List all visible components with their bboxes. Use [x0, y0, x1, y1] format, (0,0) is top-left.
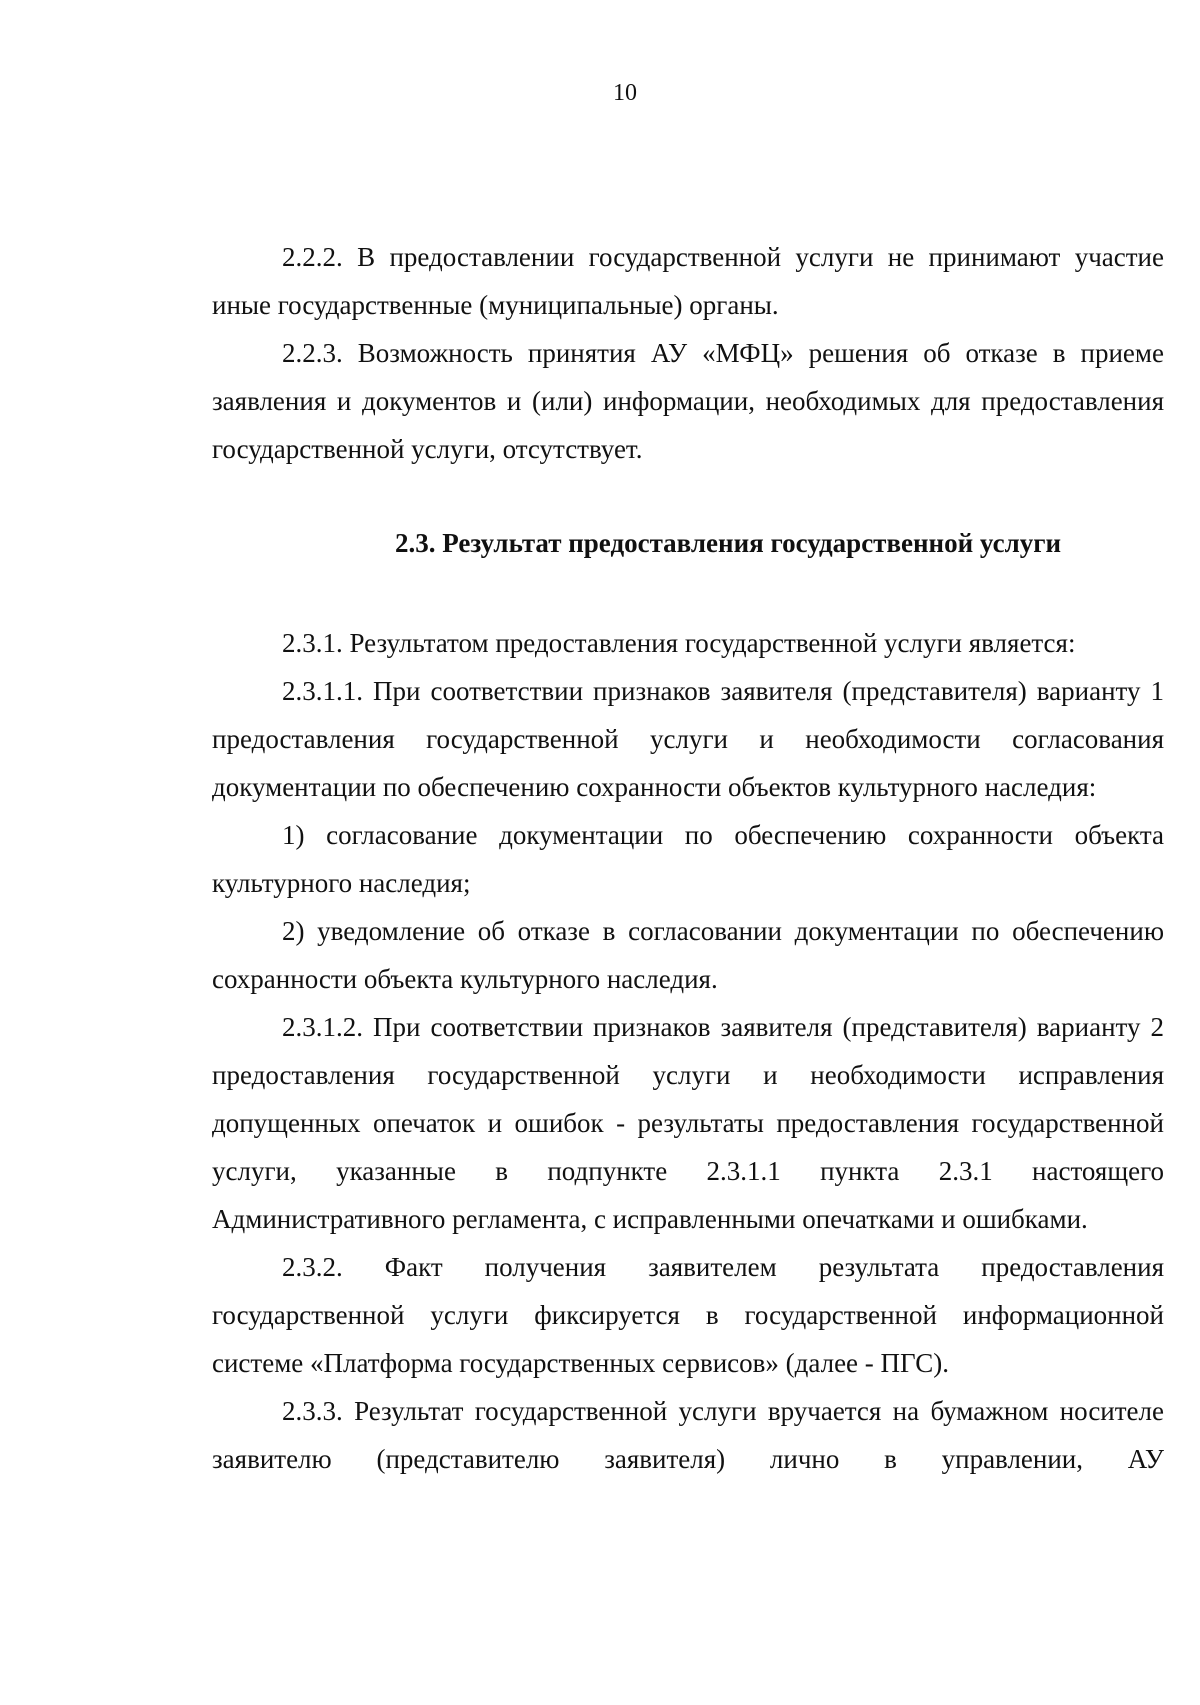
paragraph-2-3-3: 2.3.3. Результат государственной услуги вручается на бумажном носителе заявителю (представителю заявителя) лично в управлении, АУ [212, 1396, 1164, 1474]
paragraph-2-3-2: 2.3.2. Факт получения заявителем результата предоставления государственной услуги фиксируется в государственной информационной системе «Платформа государственных сервисов» (далее - ПГС). [212, 1252, 1164, 1378]
section-heading: 2.3. Результат предоставления государственной услуги [394, 528, 1062, 558]
paragraph-2-3-1-2: 2.3.1.2. При соответствии признаков заявителя (представителя) варианту 2 предоставления государственной услуги и необходимости исправления допущенных опечаток и ошибок - результаты предоставления государственной услуги, указанные в подпункте 2.3.1.1 пункта 2.3.1 настоящего Административного регламента, с исправленными опечатками и ошибками. [212, 1012, 1164, 1234]
list-item-2: 2) уведомление об отказе в согласовании документации по обеспечению сохранности объекта культурного наследия. [212, 916, 1164, 994]
list-item-1: 1) согласование документации по обеспечению сохранности объекта культурного наследия; [212, 820, 1164, 898]
spacer [212, 567, 1164, 619]
document-body [212, 233, 1164, 1483]
spacer [212, 473, 1164, 519]
page-number: 10 [613, 80, 637, 106]
paragraph-2-2-2: 2.2.2. В предоставлении государственной услуги не принимают участие иные государственные (муниципальные) органы. [212, 242, 1164, 320]
paragraph-2-2-3: 2.2.3. Возможность принятия АУ «МФЦ» решения об отказе в приеме заявления и документов и (или) информации, необходимых для предоставления государственной услуги, отсутствует. [212, 338, 1164, 464]
paragraph-2-3-1: 2.3.1. Результатом предоставления государственной услуги является: [282, 628, 1076, 658]
paragraph-2-3-1-1: 2.3.1.1. При соответствии признаков заявителя (представителя) варианту 1 предоставления государственной услуги и необходимости согласования документации по обеспечению сохранности объектов культурного наследия: [212, 676, 1164, 802]
